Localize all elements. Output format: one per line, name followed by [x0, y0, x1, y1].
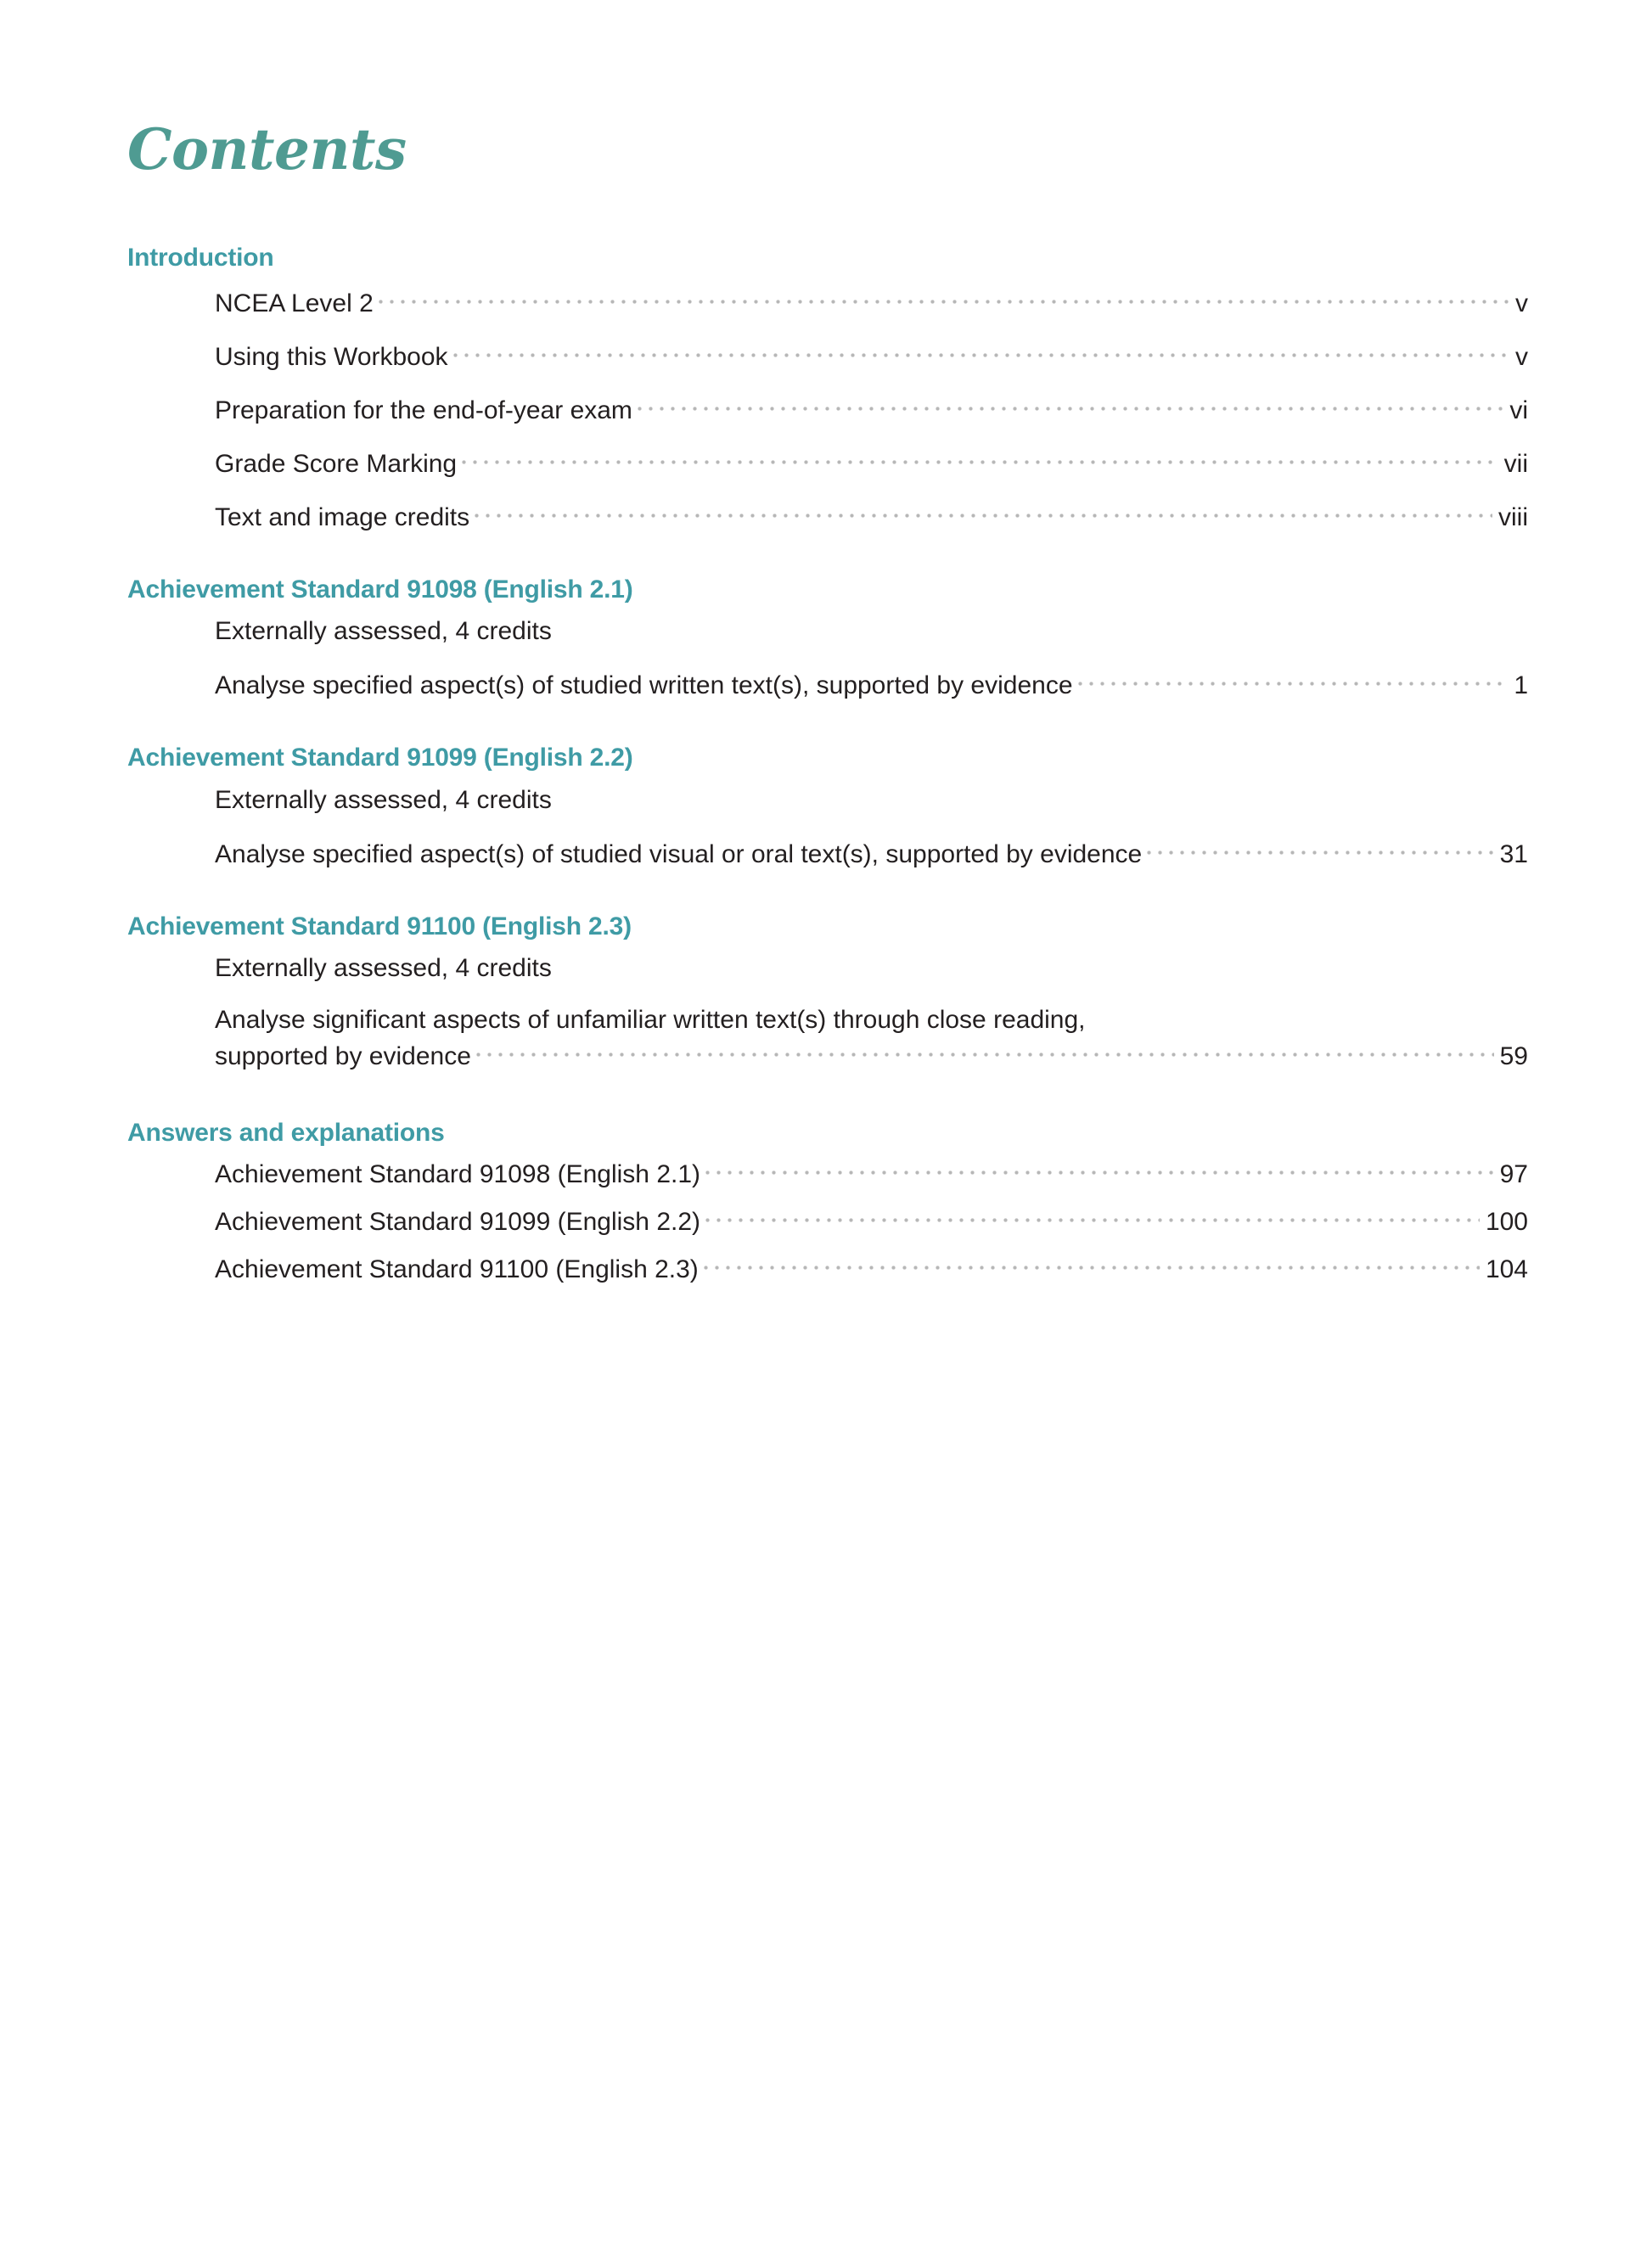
toc-entry-page: 104	[1485, 1255, 1528, 1283]
toc-entry-label: Grade Score Marking	[215, 449, 458, 478]
dot-leader	[704, 1252, 1480, 1277]
dot-leader	[379, 286, 1509, 312]
credits-line: Externally assessed, 4 credits	[215, 617, 552, 646]
toc-entry-page: 100	[1485, 1207, 1528, 1236]
toc-entry[interactable]	[127, 837, 1528, 870]
toc-entry-label-line2: supported by evidence	[215, 1042, 471, 1071]
section-standard-91098	[127, 575, 1528, 702]
toc-entry-label: Using this Workbook	[215, 342, 448, 371]
section-introduction	[127, 244, 1528, 533]
dot-leader	[638, 393, 1503, 418]
dot-leader	[1147, 837, 1493, 862]
toc-entry-page: 1	[1514, 671, 1528, 700]
toc-entry-label: Analyse specified aspect(s) of studied visual or oral text(s), supported by evidence	[215, 839, 1143, 868]
dot-leader	[462, 446, 1498, 472]
section-heading-introduction: Introduction	[127, 244, 274, 272]
credits-line: Externally assessed, 4 credits	[215, 785, 552, 814]
page-title: Contents	[127, 116, 407, 182]
toc-entry[interactable]	[127, 393, 1528, 426]
toc-entry-label: Achievement Standard 91098 (English 2.1)	[215, 1159, 701, 1188]
dot-leader	[705, 1157, 1494, 1182]
toc-entry[interactable]	[127, 1157, 1528, 1190]
dot-leader	[475, 500, 1492, 525]
toc-entry-label: Achievement Standard 91099 (English 2.2)	[215, 1207, 701, 1236]
toc-entry-label: Text and image credits	[215, 502, 470, 531]
section-heading-standard-91098: Achievement Standard 91098 (English 2.1)	[127, 575, 633, 603]
toc-entry-label: Achievement Standard 91100 (English 2.3)	[215, 1255, 699, 1283]
toc-entry-page: v	[1515, 342, 1528, 371]
toc-entry-label: Preparation for the end-of-year exam	[215, 396, 632, 424]
toc-entry-page: vii	[1503, 449, 1528, 478]
toc-entry[interactable]	[127, 446, 1528, 480]
toc-entry-label: NCEA Level 2	[215, 289, 374, 317]
dot-leader	[453, 340, 1509, 365]
credits-line: Externally assessed, 4 credits	[215, 954, 552, 983]
toc-entry[interactable]	[127, 340, 1528, 373]
section-heading-standard-91100: Achievement Standard 91100 (English 2.3)	[127, 912, 632, 940]
toc-entry-page: 97	[1499, 1159, 1528, 1188]
toc-entry[interactable]	[127, 668, 1528, 701]
toc-entry[interactable]	[127, 1039, 1528, 1072]
dot-leader	[476, 1039, 1494, 1064]
answers-entry-list	[127, 1157, 1528, 1285]
toc-entry[interactable]	[127, 1204, 1528, 1238]
toc-body	[127, 244, 1528, 1285]
section-heading-answers: Answers and explanations	[127, 1119, 445, 1148]
section-answers	[127, 1119, 1528, 1285]
toc-entry-page: viii	[1498, 502, 1528, 531]
toc-entry-label-line1: Analyse significant aspects of unfamiliar written text(s) through close reading,	[215, 1006, 1086, 1035]
toc-entry[interactable]	[127, 1252, 1528, 1285]
section-standard-91100	[127, 912, 1528, 1073]
toc-entry-label: Analyse specified aspect(s) of studied written text(s), supported by evidence	[215, 671, 1073, 700]
section-standard-91099	[127, 744, 1528, 870]
toc-entry-page: 59	[1499, 1042, 1528, 1071]
toc-entry[interactable]	[127, 286, 1528, 319]
toc-entry[interactable]	[127, 500, 1528, 533]
toc-entry-page: 31	[1499, 839, 1528, 868]
introduction-entry-list	[127, 286, 1528, 533]
section-heading-standard-91099: Achievement Standard 91099 (English 2.2)	[127, 744, 633, 772]
toc-entry-page: vi	[1509, 396, 1528, 424]
dot-leader	[705, 1204, 1480, 1230]
toc-entry-page: v	[1515, 289, 1528, 317]
dot-leader	[1078, 668, 1509, 693]
